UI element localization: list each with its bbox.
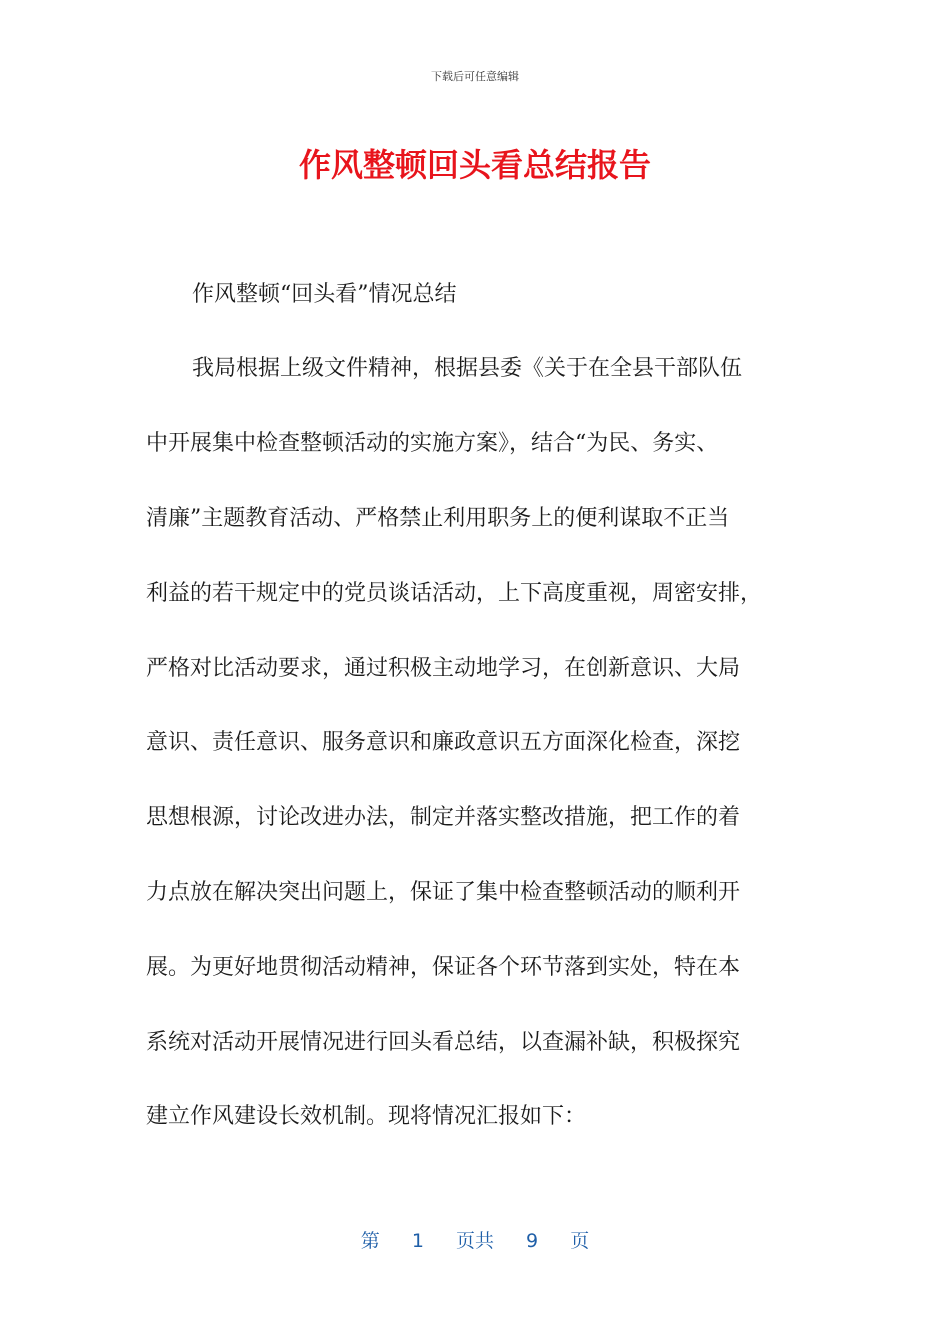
document-title: 作风整顿回头看总结报告 <box>298 146 651 184</box>
body-line: 中开展集中检查整顿活动的实施方案》，结合“为民、务实、 <box>146 431 719 456</box>
page-footer <box>0 1226 950 1253</box>
body-line: 严格对比活动要求，通过积极主动地学习，在创新意识、大局 <box>146 656 741 681</box>
footer-total-pages: 9 <box>526 1230 539 1252</box>
body-line: 系统对活动开展情况进行回头看总结，以查漏补缺，积极探究 <box>146 1030 741 1055</box>
body-line: 我局根据上级文件精神，根据县委《关于在全县干部队伍 <box>192 356 743 381</box>
footer-prefix: 第 <box>360 1230 380 1252</box>
footer-page-number: 1 <box>411 1230 424 1252</box>
footer-middle: 页共 <box>455 1230 494 1252</box>
body-line: 展。为更好地贯彻活动精神，保证各个环节落到实处，特在本 <box>146 955 741 980</box>
footer-suffix: 页 <box>570 1230 590 1252</box>
body-line: 清廉”主题教育活动、严格禁止利用职务上的便利谋取不正当 <box>146 506 730 531</box>
section-subtitle: 作风整顿“回头看”情况总结 <box>192 282 457 307</box>
body-line: 力点放在解决突出问题上，保证了集中检查整顿活动的顺利开 <box>146 880 741 905</box>
body-line: 建立作风建设长效机制。现将情况汇报如下： <box>146 1104 587 1129</box>
body-line: 思想根源，讨论改进办法，制定并落实整改措施，把工作的着 <box>146 805 741 830</box>
header-note: 下载后可任意编辑 <box>431 70 519 83</box>
body-line: 意识、责任意识、服务意识和廉政意识五方面深化检查，深挖 <box>146 730 741 755</box>
body-line: 利益的若干规定中的党员谈话活动，上下高度重视，周密安排， <box>146 581 763 606</box>
